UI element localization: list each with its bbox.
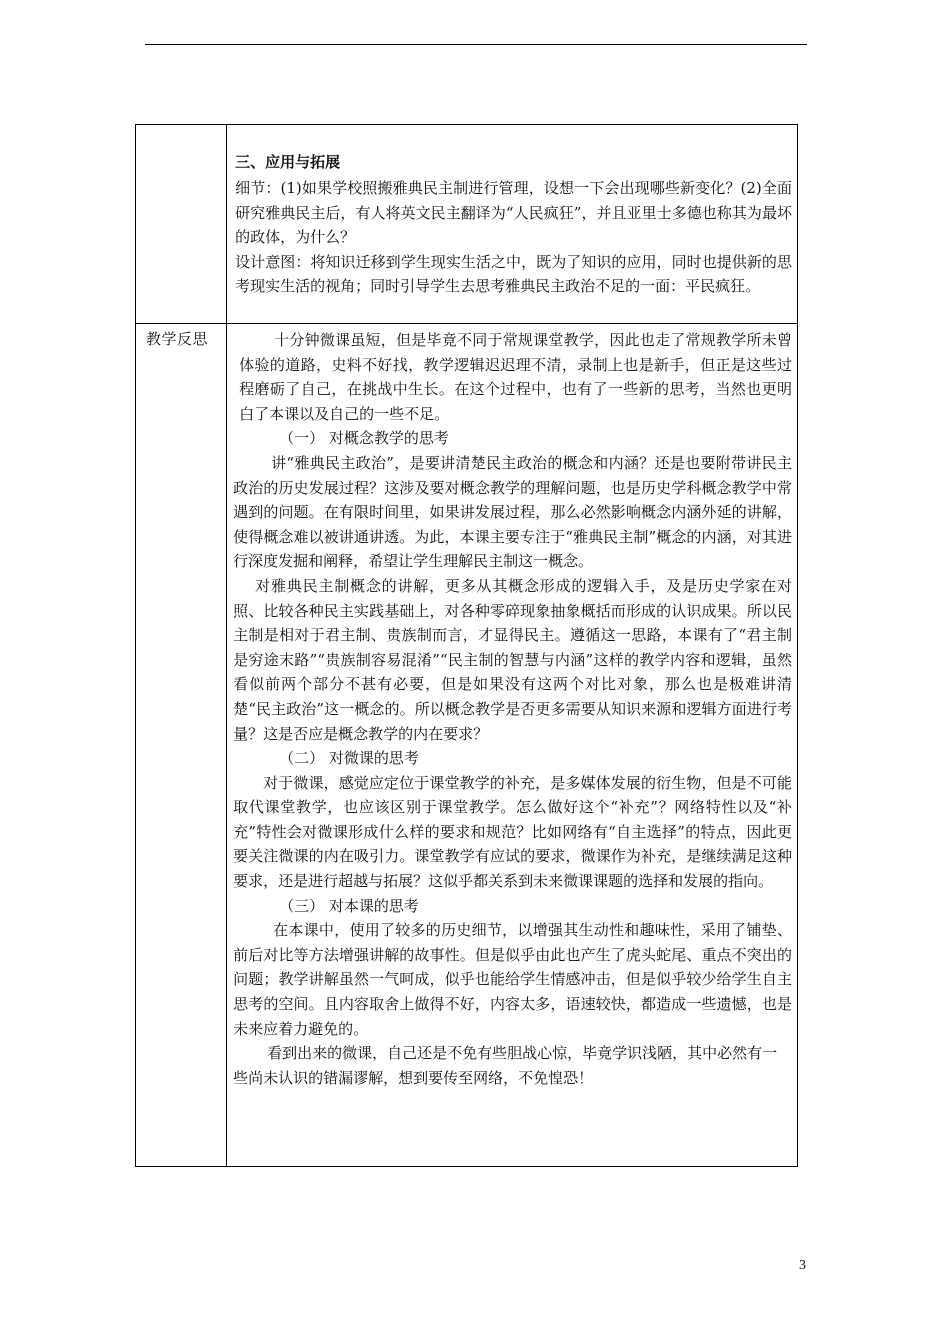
reflection-intro: 十分钟微课虽短，但是毕竟不同于常规课堂教学，因此也走了常规教学所未曾体验的道路，史料不好找，教学逻辑迟迟理不清，录制上也是新手，但正是这些过程磨砺了自己，在挑战中生长。在这个过程中，也有了一些新的思考，当然也更明白了本课以及自己的一些不足。 xyxy=(239,331,792,423)
concept-paragraph-2: 对雅典民主制概念的讲解，更多从其概念形成的逻辑入手，及是历史学家在对照、比较各种民主实践基础上，对各种零碎现象抽象概括而形成的认识成果。所以民主制是相对于君主制、贵族制而言，才显得民主。遵循这一思路，本课有了“君主制是穷途末路”“贵族制容易混淆”“民主制的智慧与内涵”这样的教学内容和逻辑，虽然看似前两个部分不甚有必要，但是如果没有这两个对比对象，那么也是极难讲清楚“民主政治”这一概念的。所以概念教学是否更多需要从知识来源和逻辑方面进行考量？这是否应是概念教学的内在要求？ xyxy=(233,576,792,743)
detail-text: 细节：(1)如果学校照搬雅典民主制进行管理，设想一下会出现哪些新变化？(2)全面研究雅典民主后，有人将英文民主翻译为“人民疯狂”，并且亚里士多德也称其为最坏的政体，为什么？ xyxy=(235,179,792,247)
reflection-label-cell xyxy=(136,324,227,1167)
this-lesson-paragraph: 在本课中，使用了较多的历史细节，以增强其生动性和趣味性，采用了铺垫、前后对比等方法增强讲解的故事性。但是似乎由此也产生了虎头蛇尾、重点不突出的问题；教学讲解虽然一气呵成，似乎也能给学生情感冲击，但是似乎较少给学生自主思考的空间。且内容取舍上做得不好，内容太多，语速较快，都造成一些遗憾，也是未来应着力避免的。 xyxy=(233,921,792,1038)
reflection-label: 教学反思 xyxy=(146,330,209,348)
design-intent-text: 设计意图：将知识迁移到学生现实生活之中，既为了知识的应用，同时也提供新的思考现实生活的视角；同时引导学生去思考雅典民主政治不足的一面：平民疯狂。 xyxy=(235,252,792,296)
table-row-reflection xyxy=(136,324,798,1167)
header-rule xyxy=(145,44,807,45)
section-heading-application: 三、应用与拓展 xyxy=(235,153,341,171)
subheading-concept-teaching: （一） 对概念教学的思考 xyxy=(279,429,449,448)
subheading-this-lesson: （三） 对本课的思考 xyxy=(279,896,419,915)
table-row-application xyxy=(136,125,798,324)
lesson-table xyxy=(135,124,798,1167)
concept-paragraph-1: 讲“雅典民主政治”，是要讲清楚民主政治的概念和内涵？还是也要附带讲民主政治的历史发展过程？这涉及要对概念教学的理解问题，也是历史学科概念教学中常遇到的问题。在有限时间里，如果讲发展过程，那么必然影响概念内涵外延的讲解，使得概念难以被讲通讲透。为此，本课主要专注于“雅典民主制”概念的内涵，对其进行深度发掘和阐释，希望让学生理解民主制这一概念。 xyxy=(233,453,792,571)
subheading-microlesson: （二） 对微课的思考 xyxy=(279,749,419,768)
reflection-cell xyxy=(227,324,798,1167)
closing-paragraph: 看到出来的微课，自己还是不免有些胆战心惊，毕竟学识浅陋，其中必然有一些尚未认识的错漏谬解，想到要传至网络，不免惶恐！ xyxy=(233,1044,778,1087)
page-number: 3 xyxy=(799,1258,806,1273)
application-cell xyxy=(227,125,798,324)
empty-label-cell xyxy=(136,125,227,324)
microlesson-paragraph: 对于微课，感觉应定位于课堂教学的补充，是多媒体发展的衍生物，但是不可能取代课堂教学，也应该区别于课堂教学。怎么做好这个“补充”？网络特性以及“补充”特性会对微课形成什么样的要求和规范？比如网络有“自主选择”的特点，因此更要关注微课的内在吸引力。课堂教学有应试的要求，微课作为补充，是继续满足这种要求，还是进行超越与拓展？这似乎都关系到未来微课课题的选择和发展的指向。 xyxy=(233,773,792,891)
